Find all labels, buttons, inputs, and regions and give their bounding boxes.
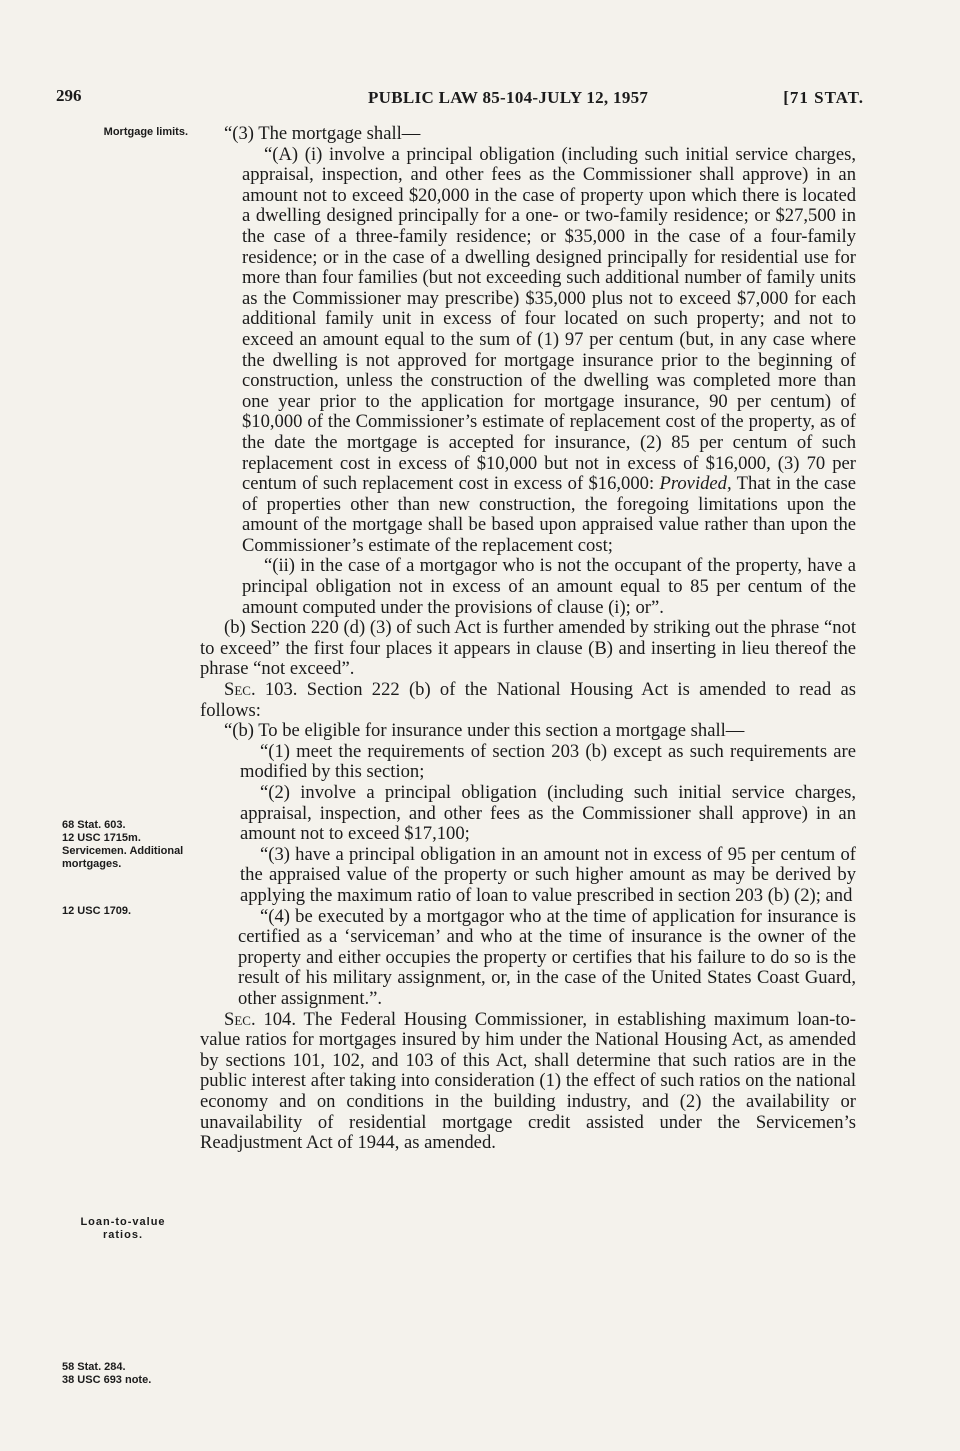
paragraph-section-220: (b) Section 220 (d) (3) of such Act is further amended by striking out the phrase “not to exceed” the first four places it appears in clause (B) and inserting in lieu thereof the phrase “not exceed”.: [200, 617, 856, 680]
citation-stat-284: 58 Stat. 284.: [62, 1361, 126, 1373]
margin-note-loan-to-value: Loan-to-value ratios.: [80, 1216, 166, 1241]
paragraph-clause-ii: “(ii) in the case of a mortgagor who is not the occupant of the property, have a principal obligation not in excess of an amount equal to 85 per centum of the amount computed under the provisions of clause (i); or”.: [242, 555, 856, 618]
paragraph-eligibility: “(b) To be eligible for insurance under this section a mortgage shall—: [224, 720, 745, 742]
paragraph-requirement-4: “(4) be executed by a mortgagor who at the time of application for insurance is certified as a ‘serviceman’ and who at the time of insurance is the owner of the property and either occupies the property or certifies that his failure to do so is the result of his military assignment, or, in the case of the United States Coast Guard, other assignment.”.: [238, 905, 856, 1009]
note-servicemen: Servicemen. Additional mortgages.: [62, 845, 184, 870]
volume-reference: [71 STAT.: [783, 88, 864, 107]
paragraph-mortgage-shall: “(3) The mortgage shall—: [224, 123, 421, 144]
margin-note-sec103: [62, 819, 184, 871]
body-text: [200, 124, 856, 1154]
citation-usc-1715m: 12 USC 1715m.: [62, 832, 141, 844]
margin-note-mortgage-limits: Mortgage limits.: [103, 126, 188, 138]
citation-stat-603: 68 Stat. 603.: [62, 819, 126, 831]
margin-note-sec104: [62, 1361, 184, 1387]
citation-usc-693: 38 USC 693 note.: [62, 1374, 152, 1386]
page-header: [56, 86, 864, 112]
margin-note-usc-1709: 12 USC 1709.: [62, 905, 132, 917]
paragraph-clause-a-i: “(A) (i) involve a principal obligation (including such initial service charges, appraisal, inspection, and other fees as the Commissioner shall approve) in an amount not to exceed $20,000 in the case of property upon which there is located a dwelling designed principally for a one- or two-family residence; or $27,500 in the case of a three-family residence; or $35,000 in the case of a four-family residence; or in the case of a dwelling designed principally for residential use for more than four families (but not exceeding such additional number of family units as the Commissioner may prescribe) $35,000 plus not to exceed $7,000 for each additional family unit in excess of four located on such property; and not to exceed an amount equal to the sum of (1) 97 per centum (but, in any case where the dwelling is not approved for mortgage insurance prior to the beginning of construction, unless the construction of the dwelling was completed more than one year prior to the application for mortgage insurance, 90 per centum) of $10,000 of the Commissioner’s estimate of replacement cost of the property, as of the date the mortgage is accepted for insurance, (2) 85 per centum of such replacement cost in excess of $10,000 but not in excess of $16,000, (3) 70 per centum of such replacement cost in excess of $16,000: Provided, That in the case of properties other than new construction, the foregoing limitations upon the amount of the mortgage shall be based upon appraised value rather than upon the Commissioner’s estimate of the replacement cost;: [242, 143, 856, 556]
paragraph-requirement-1: “(1) meet the requirements of section 203 (b) except as such requirements are modified by this section;: [240, 740, 856, 783]
paragraph-requirement-2: “(2) involve a principal obligation (including such initial service charges, appraisal, inspection, and other fees as the Commissioner shall approve) in an amount not to exceed $17,100;: [240, 782, 856, 845]
paragraph-sec-104: Sec. 104. The Federal Housing Commissioner, in establishing maximum loan-to-value ratios for mortgages insured by him under the National Housing Act, as amended by sections 101, 102, and 103 of this Act, shall determine that such ratios are in the public interest after taking into consideration (1) the effect of such ratios on the national economy and on conditions in the building industry, and (2) the availability or unavailability of residential mortgage credit assisted under the Servicemen’s Readjustment Act of 1944, as amended.: [200, 1008, 857, 1154]
page-number: 296: [56, 86, 82, 105]
paragraph-sec-103: Sec. 103. Section 222 (b) of the National Housing Act is amended to read as follows:: [200, 679, 857, 721]
running-title: PUBLIC LAW 85-104-JULY 12, 1957: [368, 88, 649, 107]
paragraph-requirement-3: “(3) have a principal obligation in an amount not in excess of 95 per centum of the appraised value of the property or such higher amount as may be derived by applying the maximum ratio of loan to value prescribed in section 203 (b) (2); and: [240, 843, 856, 906]
